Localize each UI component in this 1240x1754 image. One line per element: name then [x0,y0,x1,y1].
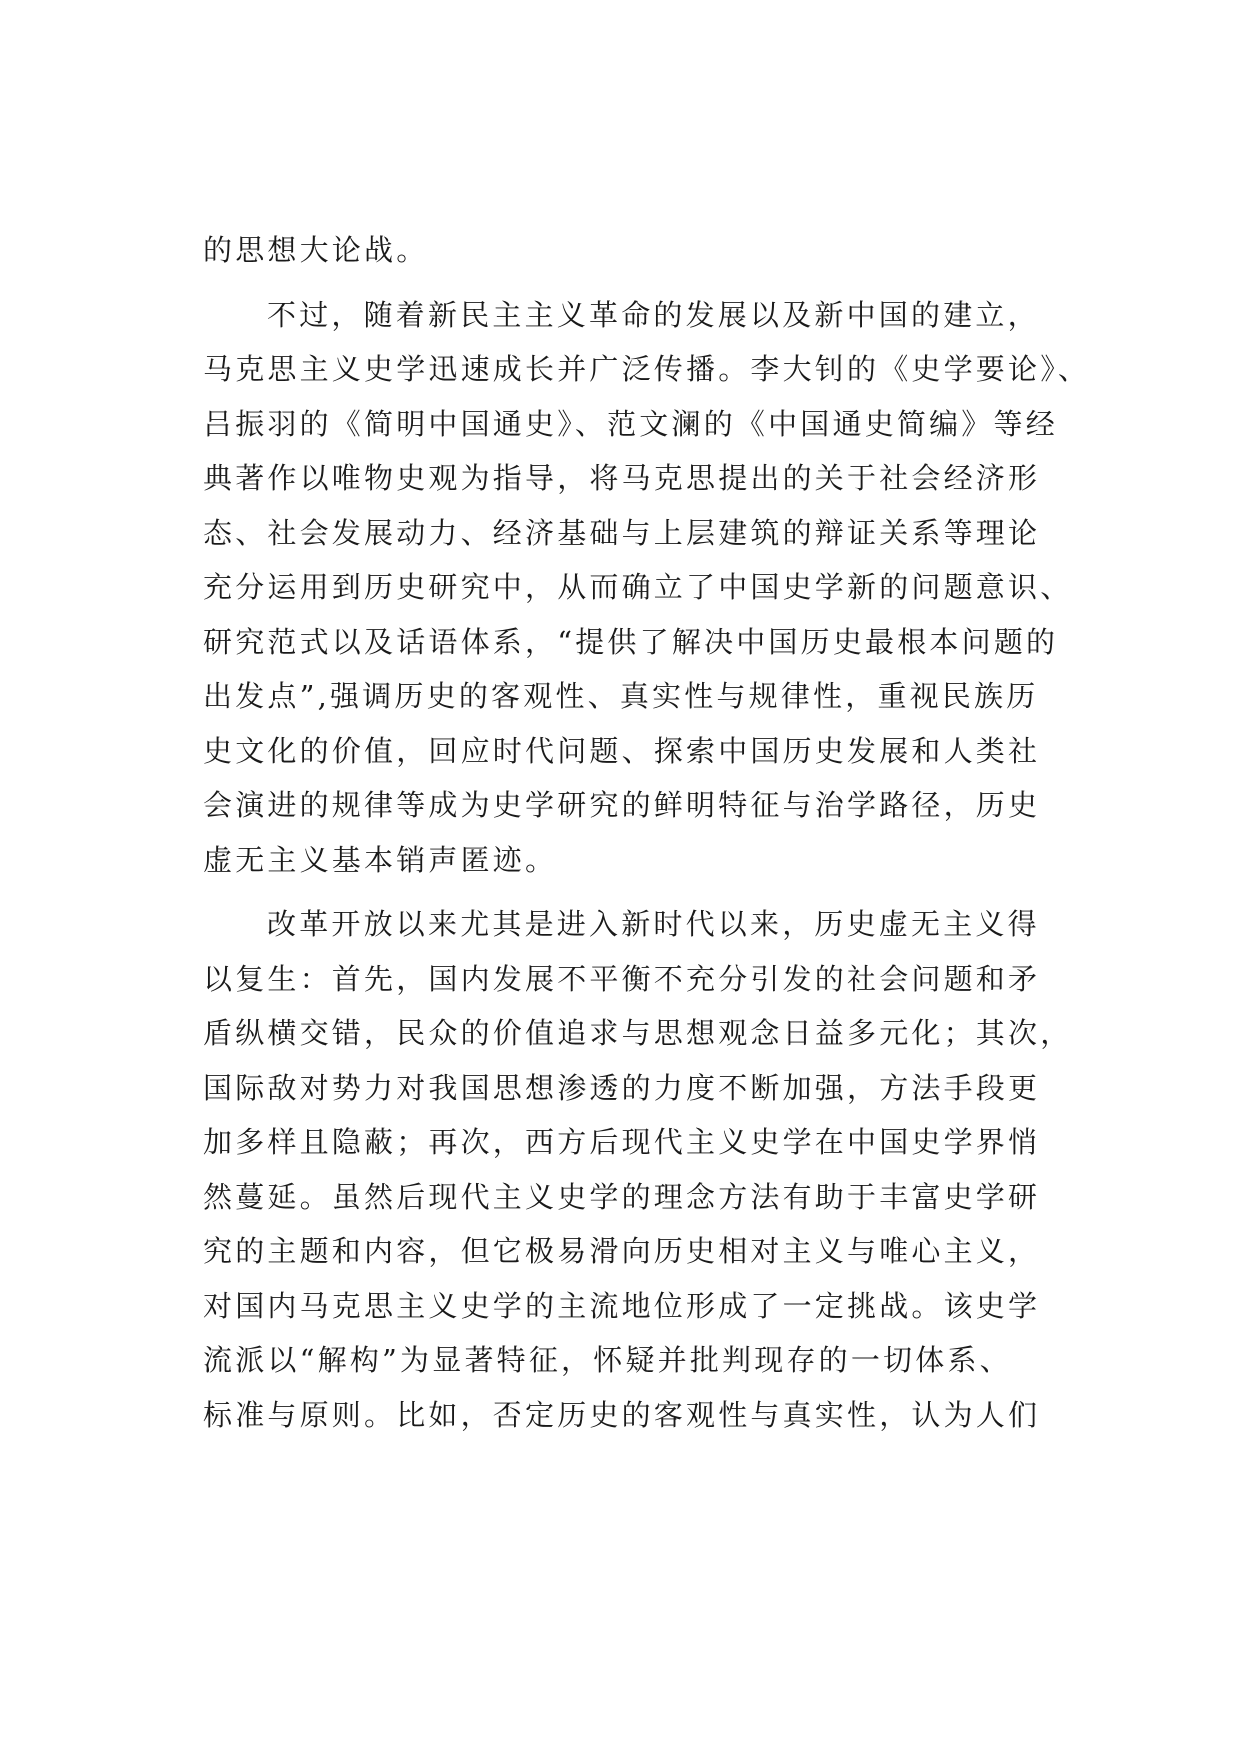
text-line: 充分运用到历史研究中，从而确立了中国史学新的问题意识、 [203,570,1073,604]
text-line: 吕振羽的《简明中国通史》、范文澜的《中国通史简编》等经 [203,406,1058,441]
text-line: 的思想大论战。 [203,233,429,267]
text-line: 史文化的价值，回应时代问题、探索中国历史发展和人类社 [203,733,1041,768]
text-line: 研究范式以及话语体系，“提供了解决中国历史最根本问题的 [203,624,1059,659]
text-line: 态、社会发展动力、经济基础与上层建筑的辩证关系等理论 [203,515,1041,550]
text-line: 流派以“解构”为显著特征，怀疑并批判现存的一切体系、 [203,1343,1012,1377]
text-line: 对国内马克思主义史学的主流地位形成了一定挑战。该史学 [203,1288,1041,1323]
text-line: 典著作以唯物史观为指导，将马克思提出的关于社会经济形 [203,461,1041,495]
text-line: 然蔓延。虽然后现代主义史学的理念方法有助于丰富史学研 [203,1179,1041,1214]
text-line: 虚无主义基本销声匿迹。 [203,842,558,877]
text-line: 标准与原则。比如，否定历史的客观性与真实性，认为人们 [203,1397,1041,1432]
text-line: 马克思主义史学迅速成长并广泛传播。李大钊的《史学要论》、 [203,352,1091,386]
body-text [203,223,1091,1442]
paragraph-first-line: 改革开放以来尤其是进入新时代以来，历史虚无主义得 [267,907,1040,941]
text-line: 以复生：首先，国内发展不平衡不充分引发的社会问题和矛 [203,961,1041,996]
text-line: 会演进的规律等成为史学研究的鲜明特征与治学路径，历史 [203,788,1041,822]
text-line: 究的主题和内容，但它极易滑向历史相对主义与唯心主义， [203,1234,1041,1268]
text-line: 盾纵横交错，民众的价值追求与思想观念日益多元化；其次， [203,1016,1073,1050]
paragraph-first-line: 不过，随着新民主主义革命的发展以及新中国的建立， [267,297,1040,332]
text-line: 出发点”,强调历史的客观性、真实性与规律性，重视民族历 [203,679,1039,713]
text-line: 国际敌对势力对我国思想渗透的力度不断加强，方法手段更 [203,1070,1041,1105]
text-line: 加多样且隐蔽；再次，西方后现代主义史学在中国史学界悄 [203,1125,1041,1159]
